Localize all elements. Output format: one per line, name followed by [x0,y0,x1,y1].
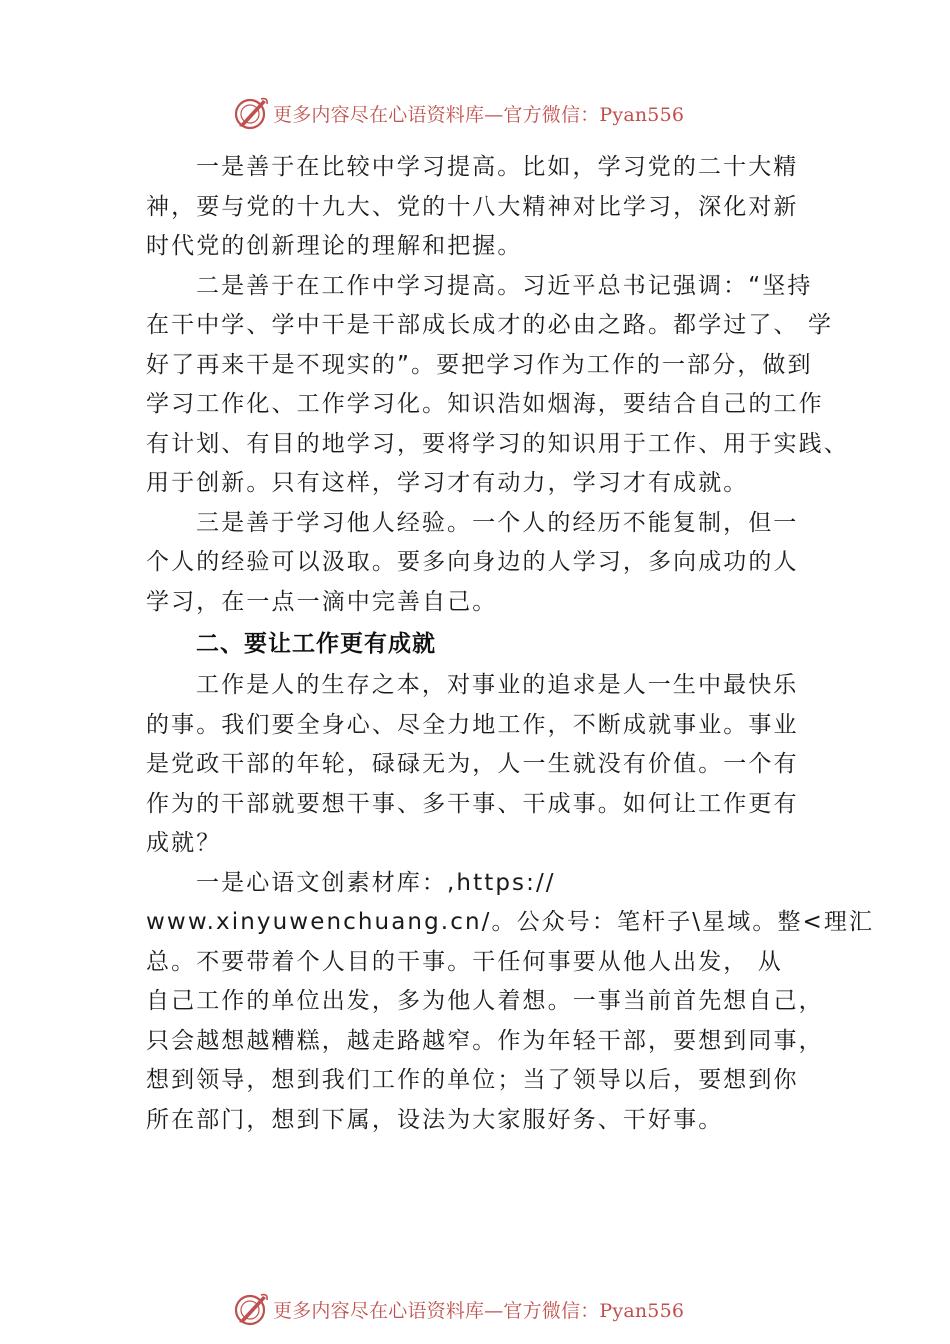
text-line: 想到领导，想到我们工作的单位；当了领导以后，要想到你 [146,1067,799,1093]
paragraph-4 [146,666,836,864]
text-line: 好了再来干是不现实的”。要把学习作为工作的一部分，做到 [146,351,813,378]
text-line: 所在部门，想到下属，设法为大家服好务、干好事。 [146,1106,724,1133]
footer-banner-tail: —官方微信：Pyan556 [484,1300,685,1322]
text-line: 有计划、有目的地学习，要将学习的知识用于工作、用于实践、 [146,430,849,457]
text-line: 时代党的创新理论的理解和把握。 [146,233,523,259]
footer-banner-main: 更多内容尽在心语资料库 [273,1300,485,1322]
text-line: 自己工作的单位出发，多为他人着想。一事当前首先想自己， [146,988,824,1014]
text-line: 二是善于在工作中学习提高。习近平总书记强调：“坚持 [196,272,813,299]
paragraph-3 [146,504,836,623]
text-line: 学习，在一点一滴中完善自己。 [146,588,498,615]
section-heading: 二、要让工作更有成就 [196,631,436,657]
text-line: 一是心语文创素材库：,https:// [196,869,556,896]
footer-banner-text [273,1296,684,1323]
text-line: 作为的干部就要想干事、多干事、干成事。如何让工作更有 [146,790,799,817]
text-line: 工作是人的生存之本，对事业的追求是人一生中最快乐 [196,672,799,698]
text-line: 成就？ [146,830,222,856]
text-line: 的事。我们要全身心、尽全力地工作，不断成就事业。事业 [146,711,799,738]
text-line: 总。不要带着个人目的干事。干任何事要从他人出发， 从 [146,948,783,975]
text-line: 用于创新。只有这样，学习才有动力，学习才有成就。 [146,470,749,496]
footer-banner [0,1288,950,1328]
text-line: 一是善于在比较中学习提高。比如，学习党的二十大精 [196,154,799,180]
document-body [146,148,875,1140]
text-line: 在干中学、学中干是干部成长成才的必由之路。都学过了、 学 [146,312,834,338]
header-banner [0,92,950,132]
text-line: 只会越想越糟糕，越走路越窄。作为年轻干部，要想到同事， [146,1027,824,1054]
text-line: 是党政干部的年轮，碌碌无为，人一生就没有价值。一个有 [146,751,799,777]
paragraph-5 [146,864,875,1141]
paragraph-1 [146,148,836,267]
paragraph-2 [146,267,849,504]
text-line: 神，要与党的十九大、党的十八大精神对比学习，深化对新 [146,193,799,220]
quill-seal-icon [233,96,269,130]
header-banner-tail: —官方微信：Pyan556 [484,104,685,126]
text-line: 学习工作化、工作学习化。知识浩如烟海，要结合自己的工作 [146,391,824,417]
text-line: 三是善于学习他人经验。一个人的经历不能复制，但一 [196,509,799,536]
header-banner-text [273,100,684,127]
header-banner-main: 更多内容尽在心语资料库 [273,104,485,126]
quill-seal-icon [233,1292,269,1326]
text-line: www.xinyuwenchuang.cn/。公众号：笔杆子\星域。整<理汇 [146,909,875,935]
text-line: 个人的经验可以汲取。要多向身边的人学习，多向成功的人 [146,549,799,575]
